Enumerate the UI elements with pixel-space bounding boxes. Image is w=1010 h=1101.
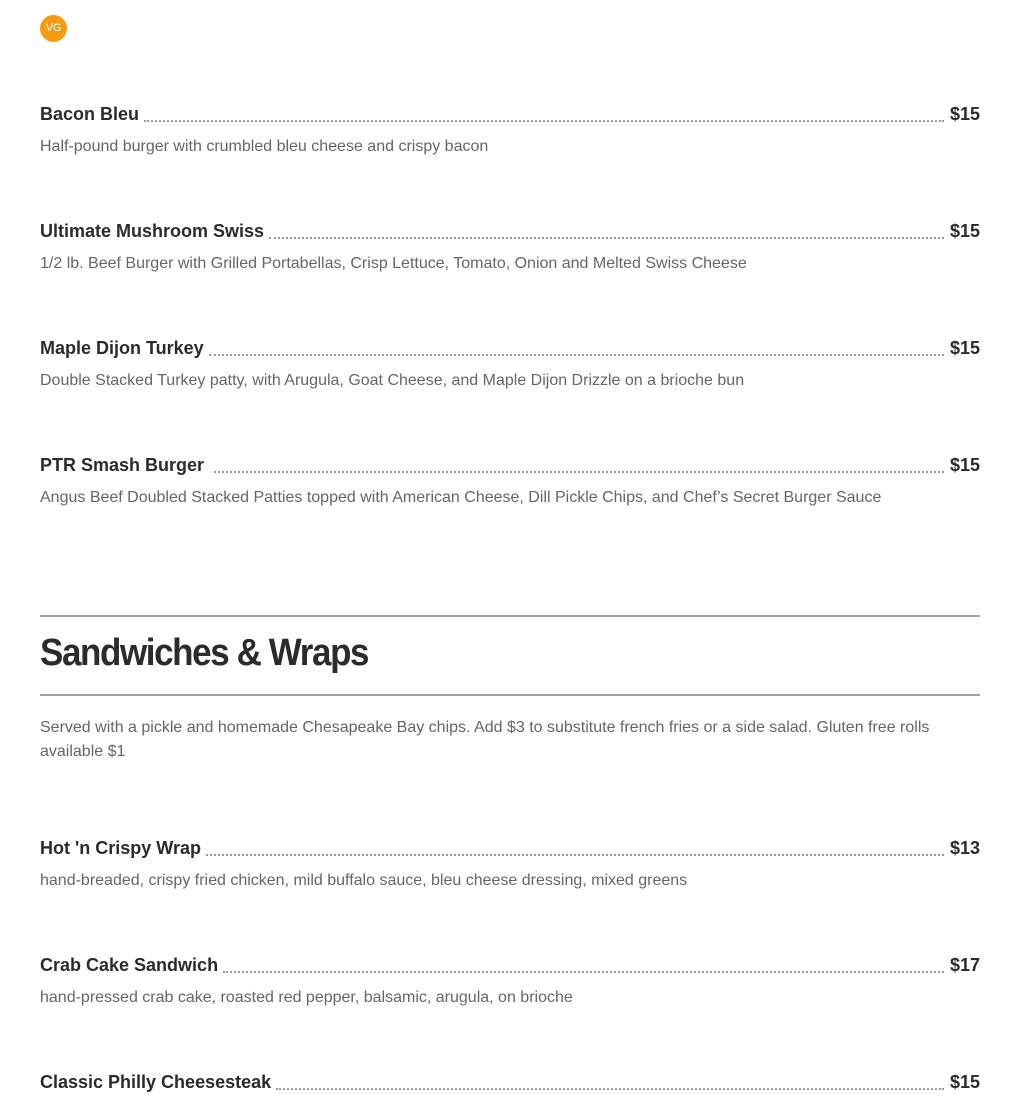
menu-item (40, 1072, 980, 1096)
section-note: Served with a pickle and homemade Chesapeake Bay chips. Add $3 to substitute french fries or a side salad. Gluten free rolls available $1 (40, 719, 930, 760)
menu-item-description: Double Stacked Turkey patty, with Arugula, Goat Cheese, and Maple Dijon Drizzle on a brioche bun (40, 372, 745, 389)
menu-item-description: hand-pressed crab cake, roasted red pepper, balsamic, arugula, on brioche (40, 989, 573, 1006)
leader-dots (209, 354, 944, 356)
leader-dots (276, 1088, 944, 1090)
menu-item-price: $15 (949, 1072, 980, 1092)
menu-item-name: Classic Philly Cheesesteak (40, 1072, 272, 1092)
leader-dots (144, 120, 944, 122)
menu-item-price: $15 (949, 221, 980, 241)
menu-item-name: Hot 'n Crispy Wrap (40, 838, 201, 858)
menu-item-name: Crab Cake Sandwich (40, 955, 219, 975)
menu-item-description: hand-breaded, crispy fried chicken, mild buffalo sauce, bleu cheese dressing, mixed greens (40, 872, 688, 889)
menu-item-price: $17 (949, 955, 980, 975)
leader-dots (206, 854, 944, 856)
menu-item-description: 1/2 lb. Beef Burger with Grilled Portabellas, Crisp Lettuce, Tomato, Onion and Melted Swiss Cheese (40, 255, 747, 272)
menu-item-price: $15 (949, 104, 980, 124)
leader-dots (269, 237, 944, 239)
menu-item (40, 104, 980, 156)
vegetarian-badge-icon: VG (40, 15, 67, 42)
menu-item-price: $15 (949, 338, 980, 358)
menu-item-description: Angus Beef Doubled Stacked Patties topped with American Cheese, Dill Pickle Chips, and Chef’s Secret Burger Sauce (40, 489, 882, 506)
leader-dots (214, 471, 944, 473)
menu-item-name: Maple Dijon Turkey (40, 338, 204, 358)
menu-item-name: Ultimate Mushroom Swiss (40, 221, 265, 241)
menu-item-price: $13 (949, 838, 980, 858)
menu-item-name: PTR Smash Burger (40, 455, 205, 475)
section-title: Sandwiches & Wraps (40, 632, 369, 674)
leader-dots (223, 971, 944, 973)
menu-item (40, 838, 980, 890)
menu-item (40, 455, 980, 507)
menu-item (40, 221, 980, 273)
menu-item (40, 955, 980, 1007)
menu-item-price: $15 (949, 455, 980, 475)
menu-item (40, 338, 980, 390)
menu-item-name: Bacon Bleu (40, 104, 140, 124)
section-divider-bottom (40, 694, 980, 696)
section-divider-top (40, 615, 980, 617)
menu-item-description: Half-pound burger with crumbled bleu cheese and crispy bacon (40, 138, 489, 155)
